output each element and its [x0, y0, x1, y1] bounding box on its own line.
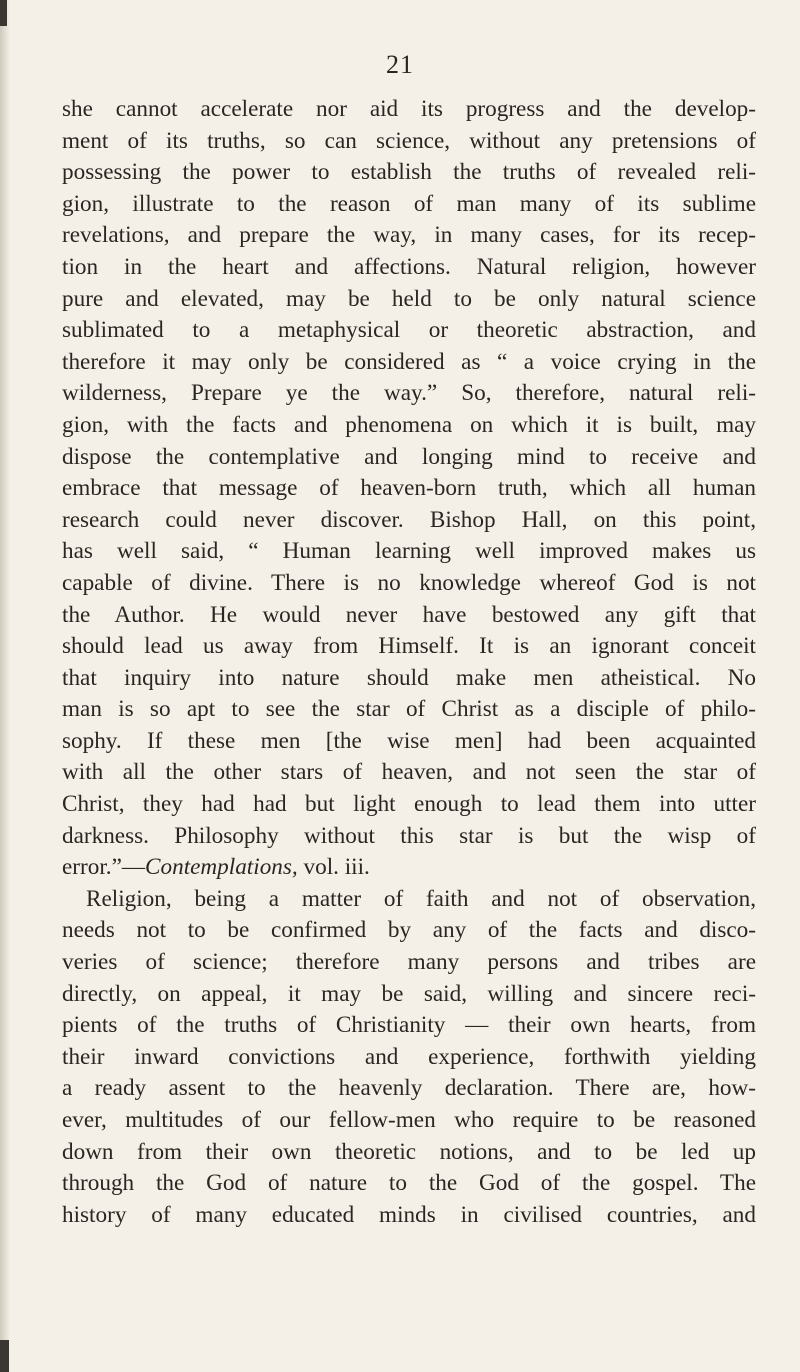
text-line: wilderness, Prepare ye the way.” So, therefore, natural reli- — [62, 380, 756, 407]
text-line: with all the other stars of heaven, and not seen the star of — [62, 759, 756, 786]
text-line: should lead us away from Himself. It is an ignorant conceit — [62, 633, 756, 660]
body-text — [62, 94, 756, 1231]
text-line: their inward convictions and experience, forthwith yielding — [62, 1043, 756, 1070]
text-line: therefore it may only be considered as “ a voice crying in the — [62, 348, 756, 375]
text-line: down from their own theoretic notions, and to be led up — [62, 1138, 756, 1165]
citation-line — [62, 852, 756, 884]
text-line: research could never discover. Bishop Hall, on this point, — [62, 506, 756, 533]
text-line: the Author. He would never have bestowed any gift that — [62, 601, 756, 628]
text-line: tion in the heart and affections. Natural religion, however — [62, 253, 756, 280]
text-line: needs not to be confirmed by any of the facts and disco- — [62, 917, 756, 944]
text-line: gion, illustrate to the reason of man many of its sublime — [62, 190, 756, 217]
text-line: capable of divine. There is no knowledge whereof God is not — [62, 569, 756, 596]
paragraph-first-line: Religion, being a matter of faith and not of observation, — [86, 885, 756, 912]
text-line: history of many educated minds in civilised countries, and — [62, 1201, 756, 1228]
text-line: gion, with the facts and phenomena on which it is built, may — [62, 411, 756, 438]
text-line: directly, on appeal, it may be said, willing and sincere reci- — [62, 980, 756, 1007]
text-line: that inquiry into nature should make men atheistical. No — [62, 664, 756, 691]
text-line: darkness. Philosophy without this star is but the wisp of — [62, 822, 756, 849]
text-line: pients of the truths of Christianity — their own hearts, from — [62, 1012, 756, 1039]
text-line: sublimated to a metaphysical or theoretic abstraction, and — [62, 317, 756, 344]
citation-suffix: vol. iii. — [297, 854, 370, 881]
text-line: ment of its truths, so can science, without any pretensions of — [62, 127, 756, 154]
citation-title: Contemplations, — [145, 854, 298, 881]
text-line: man is so apt to see the star of Christ as a disciple of philo- — [62, 696, 756, 723]
page-number: 21 — [386, 50, 414, 79]
text-line: has well said, “ Human learning well improved makes us — [62, 538, 756, 565]
text-line: ever, multitudes of our fellow-men who require to be reasoned — [62, 1107, 756, 1133]
binding-mark — [0, 0, 7, 26]
page-binding-edge — [0, 0, 10, 1372]
text-line: pure and elevated, may be held to be only natural science — [62, 285, 756, 312]
text-line: sophy. If these men [the wise men] had been acquainted — [62, 727, 756, 754]
text-line: veries of science; therefore many persons and tribes are — [62, 949, 756, 976]
text-line: she cannot accelerate nor aid its progress and the develop- — [62, 96, 756, 122]
citation-prefix: error.”— — [62, 854, 146, 881]
text-line: revelations, and prepare the way, in many cases, for its recep- — [62, 222, 756, 249]
text-line: Christ, they had had but light enough to lead them into utter — [62, 791, 756, 818]
text-line: a ready assent to the heavenly declaration. There are, how- — [62, 1075, 756, 1102]
text-line: embrace that message of heaven-born truth, which all human — [62, 475, 756, 502]
text-line: possessing the power to establish the truths of revealed reli- — [62, 159, 756, 186]
text-line: through the God of nature to the God of the gospel. The — [62, 1170, 756, 1197]
text-line: dispose the contemplative and longing mind to receive and — [62, 443, 756, 470]
binding-mark — [0, 1340, 9, 1372]
